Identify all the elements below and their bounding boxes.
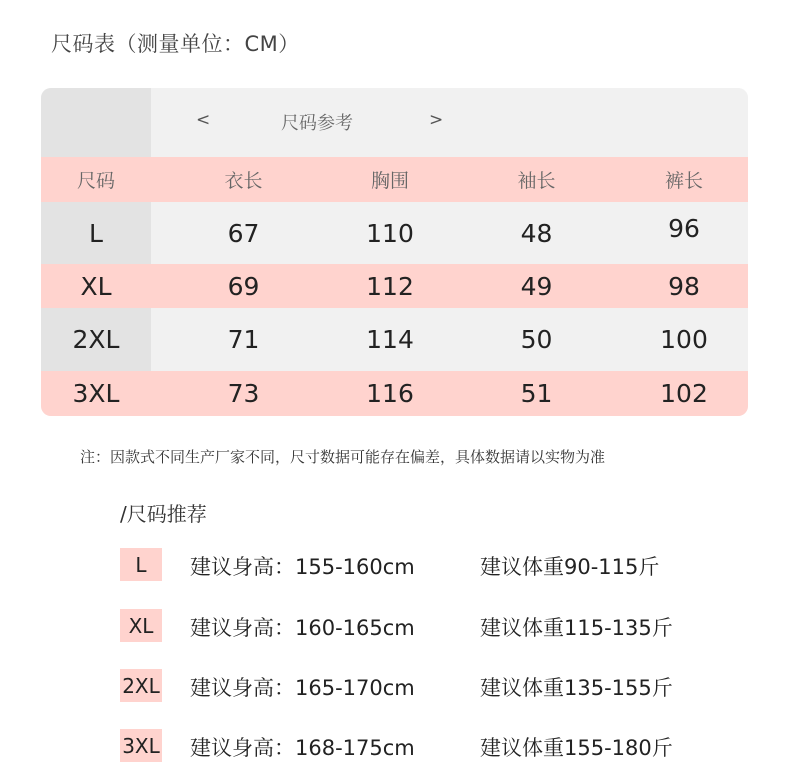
pants-length-cell: 102 [660, 379, 708, 408]
size-badge: XL [120, 609, 162, 642]
table-row [41, 202, 748, 264]
size-badge: 3XL [120, 729, 162, 762]
size-badge: 2XL [120, 669, 162, 702]
size-cell: 2XL [41, 308, 151, 371]
size-badge: L [120, 548, 162, 581]
recommendation-item [0, 548, 790, 582]
table-row [41, 371, 748, 416]
chest-cell: 110 [366, 218, 414, 248]
length-cell: 71 [227, 325, 260, 354]
sleeve-cell: 51 [520, 379, 553, 408]
recommended-height: 建议身高：160-165cm [190, 616, 415, 640]
header-length: 衣长 [224, 170, 263, 192]
chest-cell: 116 [366, 379, 414, 408]
recommendation-heading: /尺码推荐 [120, 502, 207, 526]
recommended-weight: 建议体重90-115斤 [480, 555, 660, 579]
table-header-row [41, 157, 748, 202]
recommended-height: 建议身高：168-175cm [190, 736, 415, 760]
table-corner-cell [41, 88, 151, 157]
recommendation-item [0, 729, 790, 763]
header-chest: 胸围 [370, 170, 409, 192]
table-nav-row [41, 88, 748, 157]
header-pants-length: 裤长 [664, 170, 703, 192]
length-cell: 67 [227, 218, 260, 248]
table-row [41, 264, 748, 308]
length-cell: 69 [227, 271, 260, 301]
sleeve-cell: 50 [520, 325, 553, 354]
sleeve-cell: 49 [520, 271, 553, 301]
recommended-weight: 建议体重115-135斤 [480, 616, 673, 640]
pants-length-cell: 98 [668, 271, 700, 301]
prev-arrow-button[interactable]: < [196, 110, 211, 130]
next-arrow-button[interactable]: > [429, 110, 444, 130]
sleeve-cell: 48 [520, 218, 553, 248]
chest-cell: 112 [366, 271, 414, 301]
recommended-height: 建议身高：165-170cm [190, 676, 415, 700]
header-size: 尺码 [76, 170, 115, 192]
size-note: 注：因款式不同生产厂家不同，尺寸数据可能存在偏差，具体数据请以实物为准 [80, 448, 606, 466]
pants-length-cell: 96 [668, 214, 700, 243]
size-table [41, 88, 748, 416]
recommendation-item [0, 609, 790, 643]
table-row [41, 308, 748, 371]
recommended-height: 建议身高：155-160cm [190, 555, 415, 579]
table-nav-title: 尺码参考 [281, 113, 353, 134]
size-cell: 3XL [72, 379, 120, 408]
recommended-weight: 建议体重135-155斤 [480, 676, 673, 700]
size-cell: L [41, 202, 151, 264]
pants-length-cell: 100 [660, 325, 708, 354]
page-title: 尺码表（测量单位：CM） [51, 32, 300, 56]
recommended-weight: 建议体重155-180斤 [480, 736, 673, 760]
chest-cell: 114 [366, 325, 414, 354]
size-cell: XL [80, 271, 112, 301]
length-cell: 73 [227, 379, 260, 408]
recommendation-item [0, 669, 790, 703]
header-sleeve: 袖长 [517, 170, 556, 192]
